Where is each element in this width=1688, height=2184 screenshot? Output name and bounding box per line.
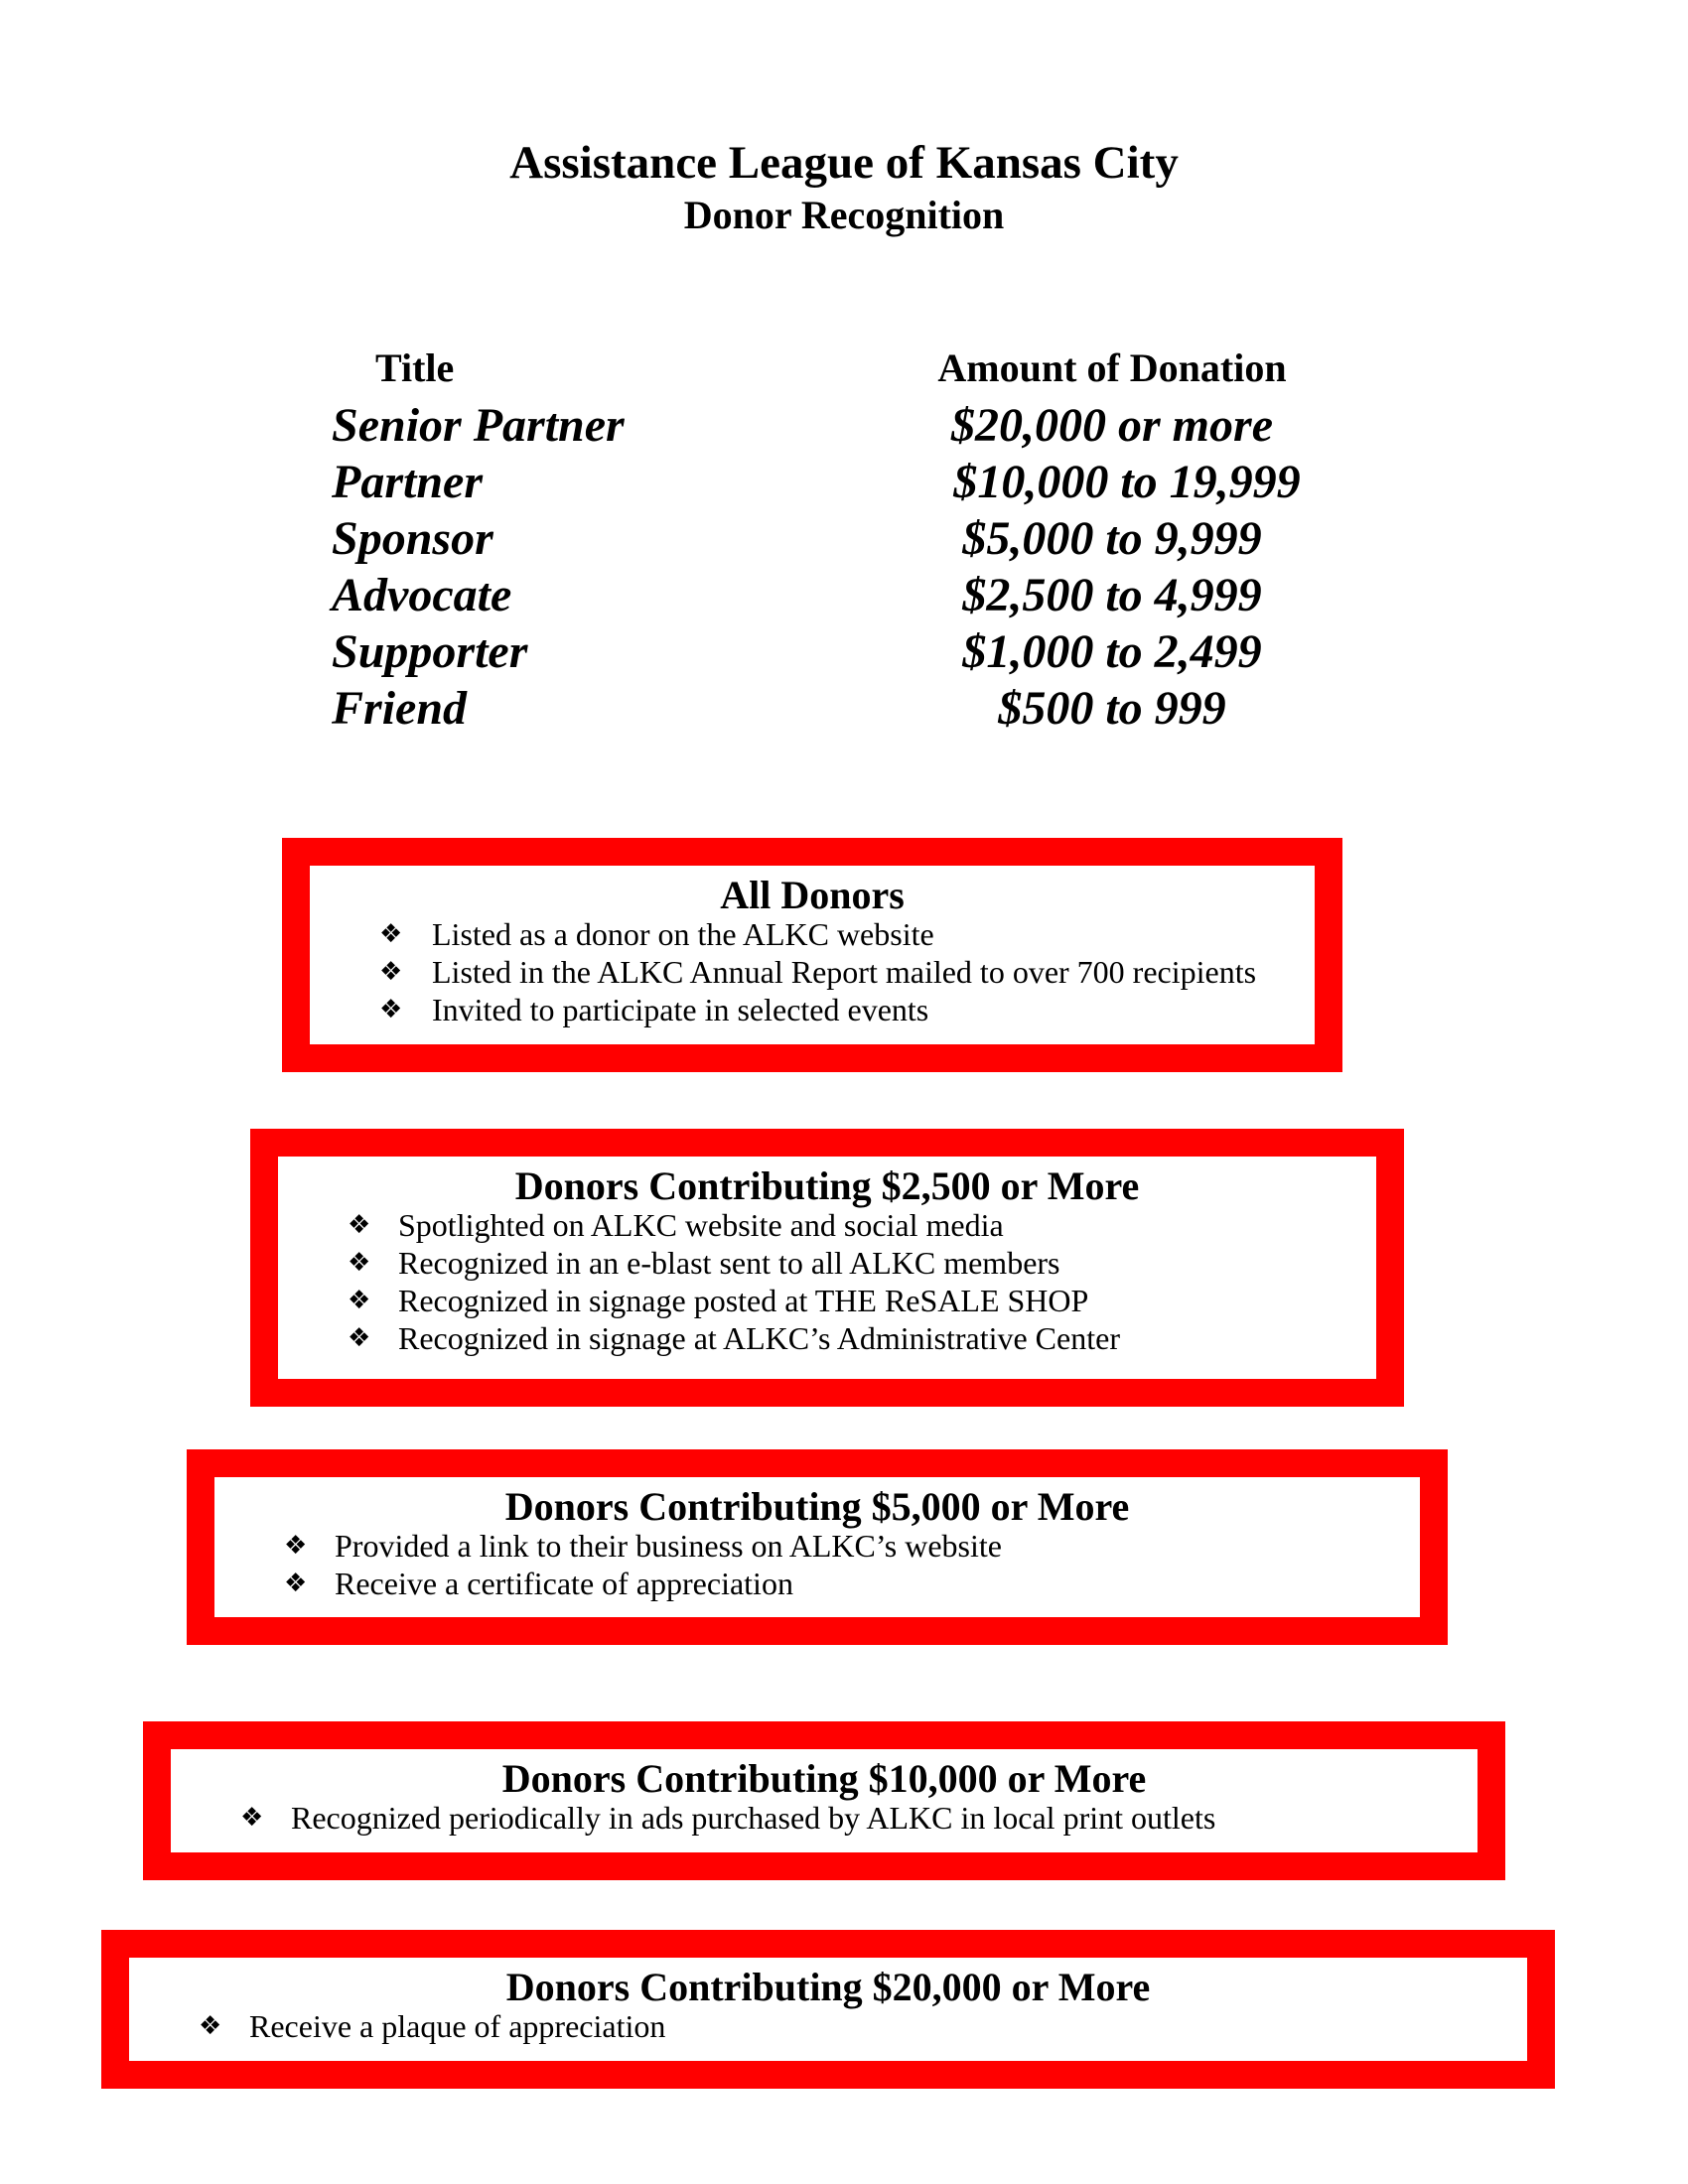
tier-amount: $5,000 to 9,999 xyxy=(962,512,1262,565)
tier-row xyxy=(0,567,1688,623)
four-diamond-bullet-icon: ❖ xyxy=(240,1803,264,1833)
list-item xyxy=(278,1319,1376,1357)
benefit-text: Spotlighted on ALKC website and social media xyxy=(398,1207,1004,1243)
four-diamond-bullet-icon: ❖ xyxy=(379,995,403,1024)
list-item xyxy=(310,991,1315,1028)
tier-title: Friend xyxy=(332,682,468,735)
four-diamond-bullet-icon: ❖ xyxy=(284,1569,308,1598)
benefit-text: Listed in the ALKC Annual Report mailed to over 700 recipients xyxy=(432,954,1257,990)
tier-title: Sponsor xyxy=(332,512,493,565)
tier-amount: $1,000 to 2,499 xyxy=(962,625,1262,678)
tier-row xyxy=(0,623,1688,680)
benefit-text: Invited to participate in selected events xyxy=(432,992,929,1027)
benefit-list xyxy=(214,1527,1420,1602)
tier-amount: $10,000 to 19,999 xyxy=(953,456,1301,508)
benefit-box-heading: Donors Contributing $5,000 or More xyxy=(504,1484,1130,1529)
benefit-box-20000 xyxy=(101,1930,1555,2089)
benefit-text: Recognized in an e-blast sent to all ALKC members xyxy=(398,1245,1060,1281)
benefit-box-heading: Donors Contributing $10,000 or More xyxy=(501,1756,1147,1801)
tier-row xyxy=(0,680,1688,737)
tier-title: Senior Partner xyxy=(332,399,625,452)
amount-column-header: Amount of Donation xyxy=(937,345,1287,390)
four-diamond-bullet-icon: ❖ xyxy=(379,919,403,949)
benefit-box-all-donors xyxy=(282,838,1342,1072)
tier-title: Advocate xyxy=(332,569,512,621)
tier-title: Supporter xyxy=(332,625,528,678)
benefit-list xyxy=(129,2007,1527,2045)
page-subtitle: Donor Recognition xyxy=(683,193,1005,237)
benefit-text: Provided a link to their business on ALKC’s website xyxy=(335,1528,1002,1564)
benefit-text: Recognized in signage posted at THE ReSALE SHOP xyxy=(398,1283,1089,1318)
benefit-box-2500 xyxy=(250,1129,1404,1407)
benefit-list xyxy=(278,1206,1376,1357)
title-column-header: Title xyxy=(375,345,455,390)
list-item xyxy=(278,1244,1376,1282)
benefit-text: Receive a certificate of appreciation xyxy=(335,1566,793,1601)
tier-amount: $500 to 999 xyxy=(998,682,1226,735)
four-diamond-bullet-icon: ❖ xyxy=(348,1248,371,1278)
benefit-box-heading: Donors Contributing $2,500 or More xyxy=(514,1163,1140,1208)
list-item xyxy=(214,1527,1420,1565)
list-item xyxy=(129,2007,1527,2045)
benefit-box-heading: All Donors xyxy=(720,873,905,917)
four-diamond-bullet-icon: ❖ xyxy=(348,1286,371,1315)
benefit-list xyxy=(310,915,1315,1028)
four-diamond-bullet-icon: ❖ xyxy=(199,2011,222,2041)
tier-title: Partner xyxy=(332,456,484,508)
tier-row xyxy=(0,454,1688,510)
four-diamond-bullet-icon: ❖ xyxy=(284,1531,308,1561)
benefit-box-heading: Donors Contributing $20,000 or More xyxy=(505,1965,1151,2009)
list-item xyxy=(278,1206,1376,1244)
tier-row xyxy=(0,510,1688,567)
benefit-list xyxy=(171,1799,1477,1837)
page-title: Assistance League of Kansas City xyxy=(509,137,1179,189)
benefit-text: Recognized periodically in ads purchased by ALKC in local print outlets xyxy=(291,1800,1216,1836)
four-diamond-bullet-icon: ❖ xyxy=(379,957,403,987)
benefit-text: Listed as a donor on the ALKC website xyxy=(432,916,934,952)
benefit-text: Recognized in signage at ALKC’s Administrative Center xyxy=(398,1320,1120,1356)
list-item xyxy=(214,1565,1420,1602)
benefit-box-10000 xyxy=(143,1721,1505,1880)
four-diamond-bullet-icon: ❖ xyxy=(348,1323,371,1353)
benefit-text: Receive a plaque of appreciation xyxy=(249,2008,666,2044)
list-item xyxy=(171,1799,1477,1837)
four-diamond-bullet-icon: ❖ xyxy=(348,1210,371,1240)
tier-row xyxy=(0,397,1688,454)
list-item xyxy=(310,953,1315,991)
tier-amount: $2,500 to 4,999 xyxy=(962,569,1262,621)
list-item xyxy=(278,1282,1376,1319)
list-item xyxy=(310,915,1315,953)
benefit-box-5000 xyxy=(187,1449,1448,1645)
tier-amount: $20,000 or more xyxy=(951,399,1273,452)
